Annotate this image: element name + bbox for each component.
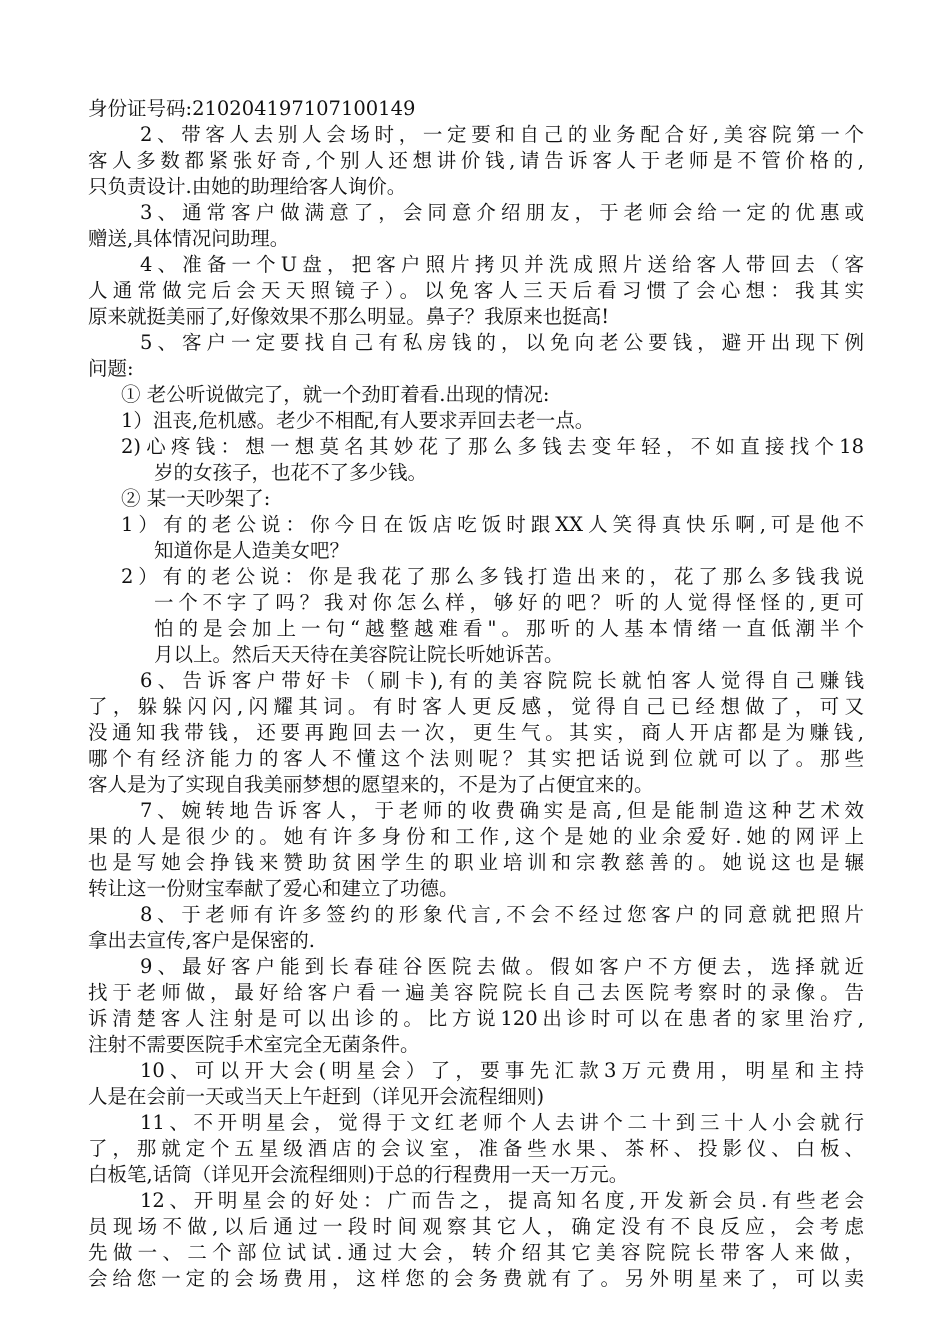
text-line: 找于老师做，最好给客户看一遍美容院院长自己去医院考察时的录像。告	[88, 981, 864, 1004]
text-line: 6、告诉客户带好卡（刷卡),有的美容院院长就怕客人觉得自己赚钱	[140, 669, 864, 692]
text-line: 问题:	[88, 357, 134, 380]
text-line: 2）有的老公说：你是我花了那么多钱打造出来的，花了那么多钱我说	[121, 565, 864, 588]
text-line: 人通常做完后会天天照镜子）。以免客人三天后看习惯了会心想：我其实	[88, 279, 864, 302]
text-line: 5、客户一定要找自己有私房钱的，以免向老公要钱，避开出现下例	[140, 331, 864, 354]
text-line: 知道你是人造美女吧？	[154, 539, 350, 562]
text-line: 员现场不做,以后通过一段时间观察其它人，确定没有不良反应，会考虑	[88, 1215, 864, 1238]
text-line: 1）有的老公说：你今日在饭店吃饭时跟XX人笑得真快乐啊,可是他不	[121, 513, 864, 536]
text-line: 12、开明星会的好处：广而告之，提高知名度,开发新会员.有些老会	[140, 1189, 864, 1212]
text-line: 11、不开明星会，觉得于文红老师个人去讲个二十到三十人小会就行	[140, 1111, 864, 1134]
text-line: 注射不需要医院手术室完全无菌条件。	[88, 1033, 420, 1056]
text-line: 岁的女孩子，也花不了多少钱。	[154, 461, 428, 484]
text-line: 也是写她会挣钱来赞助贫困学生的职业培训和宗教慈善的。她说这也是辗	[88, 851, 864, 874]
text-line: 诉清楚客人注射是可以出诊的。比方说120出诊时可以在患者的家里治疗,	[88, 1007, 864, 1030]
text-line: 转让这一份财宝奉献了爱心和建立了功德。	[88, 877, 459, 900]
text-line: 身份证号码:210204197107100149	[88, 97, 416, 120]
document-page	[88, 96, 864, 1292]
text-line: 先做一、二个部位试试.通过大会，转介绍其它美容院院长带客人来做，	[88, 1241, 864, 1264]
text-line: 4、准备一个U盘，把客户照片拷贝并洗成照片送给客人带回去（客	[140, 253, 864, 276]
text-line: 9、最好客户能到长春硅谷医院去做。假如客户不方便去，选择就近	[140, 955, 864, 978]
text-line: 2)心疼钱：想一想莫名其妙花了那么多钱去变年轻，不如直接找个18	[121, 435, 864, 458]
text-line: ① 老公听说做完了，就一个劲盯着看.出现的情况:	[121, 383, 550, 406]
text-line: 拿出去宣传,客户是保密的.	[88, 929, 315, 952]
text-line: 哪个有经济能力的客人不懂这个法则呢？其实把话说到位就可以了。那些	[88, 747, 864, 770]
text-line: 怕的是会加上一句“越整越难看"。那听的人基本情绪一直低潮半个	[154, 617, 864, 640]
text-line: 8、于老师有许多签约的形象代言,不会不经过您客户的同意就把照片	[140, 903, 864, 926]
text-line: 人是在会前一天或当天上午赶到（详见开会流程细则)	[88, 1085, 545, 1108]
text-line: 月以上。然后天天待在美容院让院长听她诉苦。	[154, 643, 564, 666]
text-line: 果的人是很少的。她有许多身份和工作,这个是她的业余爱好.她的网评上	[88, 825, 864, 848]
text-line: 3、通常客户做满意了，会同意介绍朋友，于老师会给一定的优惠或	[140, 201, 864, 224]
text-line: 了，躲躲闪闪,闪耀其词。有时客人更反感，觉得自己已经想做了，可又	[88, 695, 864, 718]
text-line: 只负责设计.由她的助理给客人询价。	[88, 175, 407, 198]
text-line: ② 某一天吵架了:	[121, 487, 271, 510]
text-line: 了，那就定个五星级酒店的会议室，准备些水果、茶杯、投影仪、白板、	[88, 1137, 864, 1160]
text-line: 10、可以开大会(明星会）了，要事先汇款3万元费用，明星和主持	[140, 1059, 864, 1082]
text-line: 赠送,具体情况问助理。	[88, 227, 290, 250]
text-line: 1）沮丧,危机感。老少不相配,有人要求弄回去老一点。	[121, 409, 595, 432]
text-line: 会给您一定的会场费用，这样您的会务费就有了。另外明星来了，可以卖	[88, 1267, 864, 1290]
text-line: 没通知我带钱，还要再跑回去一次，更生气。其实，商人开店都是为赚钱,	[88, 721, 864, 744]
text-line: 客人多数都紧张好奇,个别人还想讲价钱,请告诉客人于老师是不管价格的,	[88, 149, 864, 172]
text-line: 一个不字了吗？我对你怎么样，够好的吧？听的人觉得怪怪的,更可	[154, 591, 864, 614]
text-line: 2、带客人去别人会场时，一定要和自己的业务配合好,美容院第一个	[140, 123, 864, 146]
text-line: 白板笔,话筒（详见开会流程细则)于总的行程费用一天一万元。	[88, 1163, 629, 1186]
text-line: 客人是为了实现自我美丽梦想的愿望来的，不是为了占便宜来的。	[88, 773, 654, 796]
text-line: 原来就挺美丽了,好像效果不那么明显。鼻子？我原来也挺高!	[88, 305, 610, 328]
text-line: 7、婉转地告诉客人，于老师的收费确实是高,但是能制造这种艺术效	[140, 799, 864, 822]
